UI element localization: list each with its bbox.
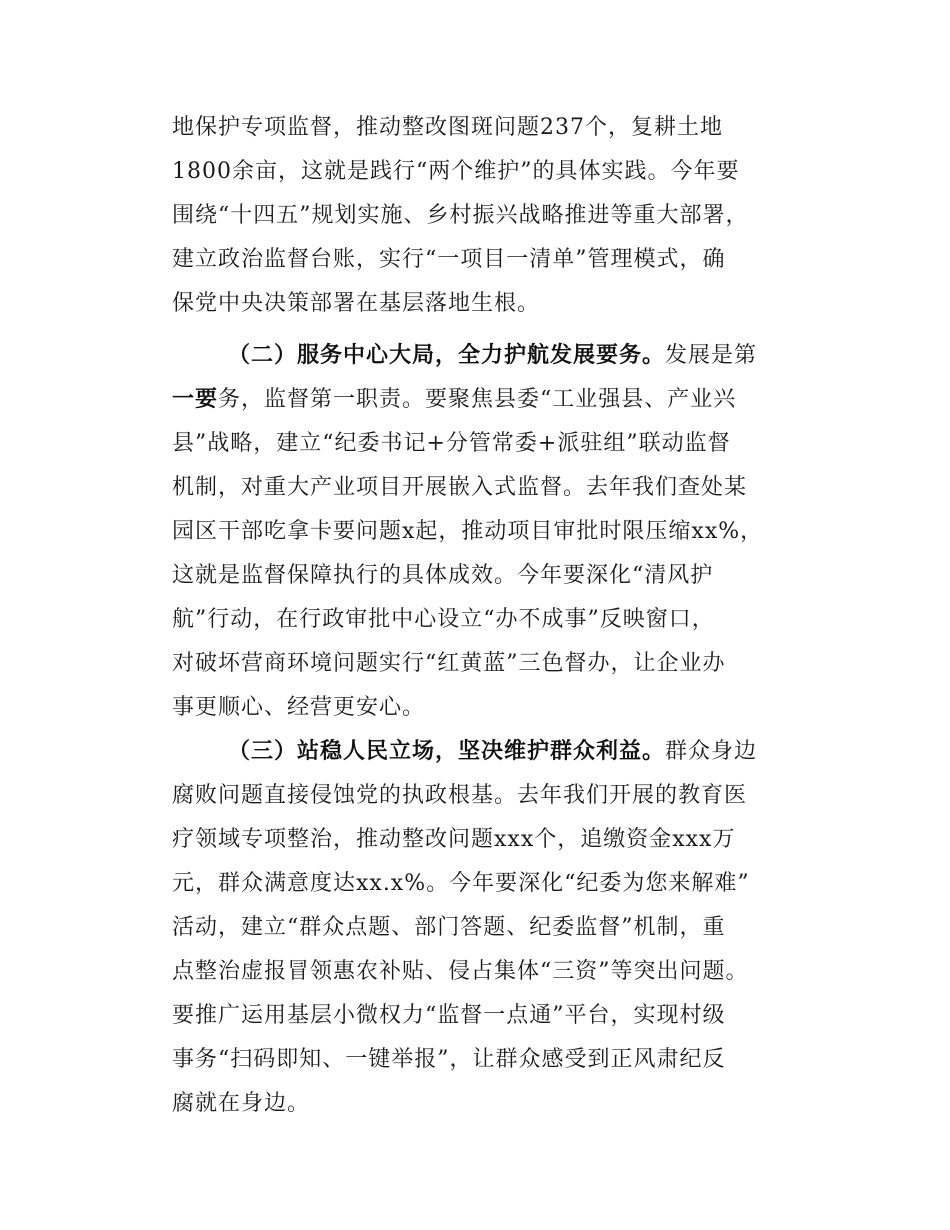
paragraph-1-line: 地保护专项监督，推动整改图斑问题237个，复耕土地 [172, 115, 723, 140]
paragraph-1-line: 保党中央决策部署在基层落地生根。 [172, 291, 541, 316]
paragraph-2-line: 县”战略，建立“纪委书记+分管常委+派驻组”联动监督 [172, 431, 731, 456]
paragraph-2-line: 机制，对重大产业项目开展嵌入式监督。去年我们查处某 [172, 475, 748, 500]
section-heading-2: （二）服务中心大局，全力护航发展要务。 [228, 343, 666, 368]
paragraph-1-line: 1800余亩，这就是践行“两个维护”的具体实践。今年要 [172, 159, 740, 184]
paragraph-1-line: 围绕“十四五”规划实施、乡村振兴战略推进等重大部署， [172, 203, 749, 228]
paragraph-3-first-line [228, 732, 757, 772]
paragraph-1-line: 建立政治监督台账，实行“一项目一清单”管理模式，确 [172, 247, 726, 272]
paragraph-2-line: 对破坏营商环境问题实行“红黄蓝”三色督办，让企业办 [172, 651, 726, 676]
paragraph-3-line: 事务“扫码即知、一键举报”，让群众感受到正风肃纪反 [172, 1047, 726, 1072]
paragraph-2-line: 航”行动，在行政审批中心设立“办不成事”反映窗口， [172, 607, 715, 632]
paragraph-3-line: 腐败问题直接侵蚀党的执政根基。去年我们开展的教育医 [172, 783, 748, 808]
paragraph-3-line: 要推广运用基层小微权力“监督一点通”平台，实现村级 [172, 1003, 726, 1028]
paragraph-2-line-text: 务，监督第一职责。要聚焦县委“工业强县、产业兴 [218, 387, 737, 412]
paragraph-3-lead-text: 群众身边 [665, 739, 758, 764]
section-heading-3: （三）站稳人民立场，坚决维护群众利益。 [228, 739, 666, 764]
paragraph-3-line: 点整治虚报冒领惠农补贴、侵占集体“三资”等突出问题。 [172, 959, 749, 984]
paragraph-2-line: 事更顺心、经营更安心。 [172, 695, 426, 720]
paragraph-3-line: 疗领域专项整治，推动整改问题xxx个，追缴资金xxx万 [172, 827, 736, 852]
paragraph-2-line [172, 380, 736, 420]
section-heading-2-continued: 一要 [172, 387, 219, 412]
paragraph-3-line: 活动，建立“群众点题、部门答题、纪委监督”机制，重 [172, 915, 726, 940]
paragraph-3-line: 腐就在身边。 [172, 1091, 311, 1116]
paragraph-2-line: 园区干部吃拿卡要问题x起，推动项目审批时限压缩xx%， [172, 519, 764, 544]
paragraph-2-lead-text: 发展是第 [665, 343, 758, 368]
paragraph-3-line: 元，群众满意度达xx.x%。今年要深化“纪委为您来解难” [172, 871, 750, 896]
paragraph-2-first-line [228, 336, 757, 376]
paragraph-2-line: 这就是监督保障执行的具体成效。今年要深化“清风护 [172, 563, 714, 588]
